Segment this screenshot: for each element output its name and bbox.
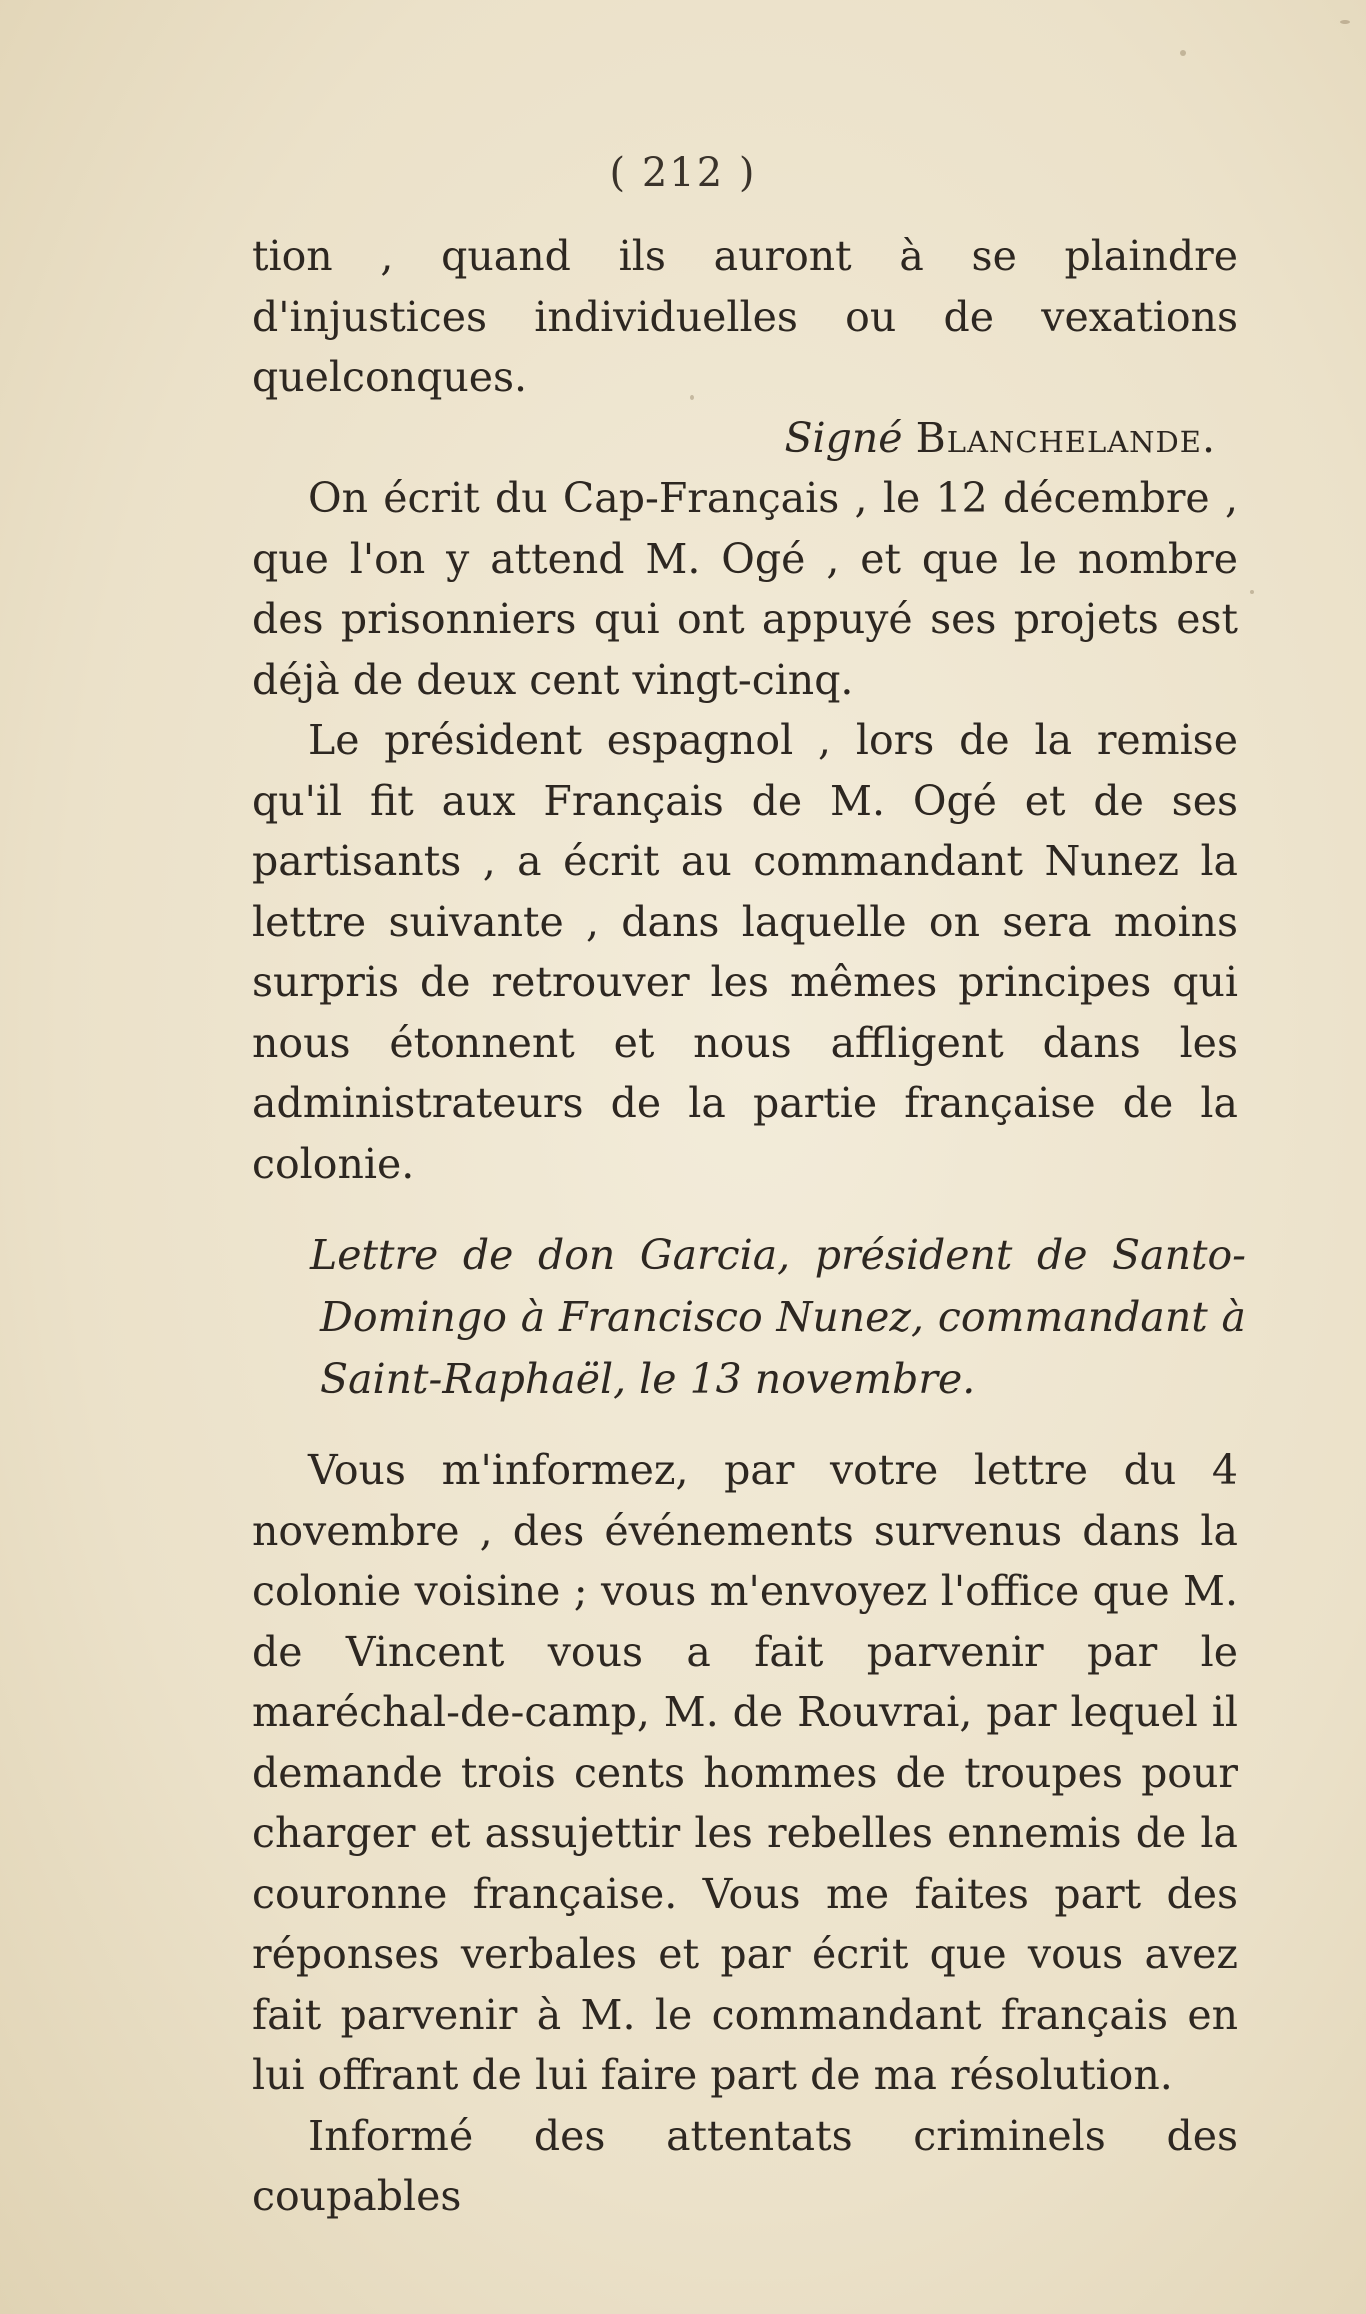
paper-speck [1180, 50, 1186, 56]
text-block-letter [252, 1440, 1238, 2227]
paragraph-letter-body: Vous m'informez, par votre lettre du 4 novembre , des événements survenus dans la colonie voisine ; vous m'envoyez l'office que M. de Vincent vous a fait parvenir par le maréchal-de-camp, M. de Rouvrai, par lequel il demande trois cents hommes de troupes pour charger et assujettir les rebelles ennemis de la couronne française. Vous me faites part des réponses verbales et par écrit que vous avez fait parvenir à M. le commandant français en lui offrant de lui faire part de ma résolution. [252, 1446, 1238, 2099]
paper-speck [690, 395, 694, 400]
text-block-top [252, 226, 1238, 1194]
signature-line [252, 408, 1238, 469]
letter-heading: Lettre de don Garcia, président de Santo-Domingo à Francisco Nunez, commandant à Saint-Raphaël, le 13 novembre. [310, 1231, 1246, 1403]
page-number: ( 212 ) [609, 150, 757, 196]
paragraph-cap-francais: On écrit du Cap-Français , le 12 décembre , que l'on y attend M. Ogé , et que le nombre des prisonniers qui ont appuyé ses projets est déjà de deux cent vingt-cinq. [252, 474, 1238, 704]
paragraph-continuation: tion , quand ils auront à se plaindre d'injustices individuelles ou de vexations quelconques. [252, 232, 1238, 401]
signature-name: Blanchelande. [915, 413, 1216, 462]
paper-speck [1250, 590, 1254, 594]
paper-speck [1340, 20, 1350, 24]
paragraph-president-espagnol: Le président espagnol , lors de la remise qu'il fit aux Français de M. Ogé et de ses partisants , a écrit au commandant Nunez la lettre suivante , dans laquelle on sera moins surpris de retrouver les mêmes principes qui nous étonnent et nous affligent dans les administrateurs de la partie française de la colonie. [252, 716, 1238, 1188]
paragraph-letter-continuation: Informé des attentats criminels des coupables [252, 2111, 1238, 2220]
signature-signed: Signé [784, 413, 903, 462]
